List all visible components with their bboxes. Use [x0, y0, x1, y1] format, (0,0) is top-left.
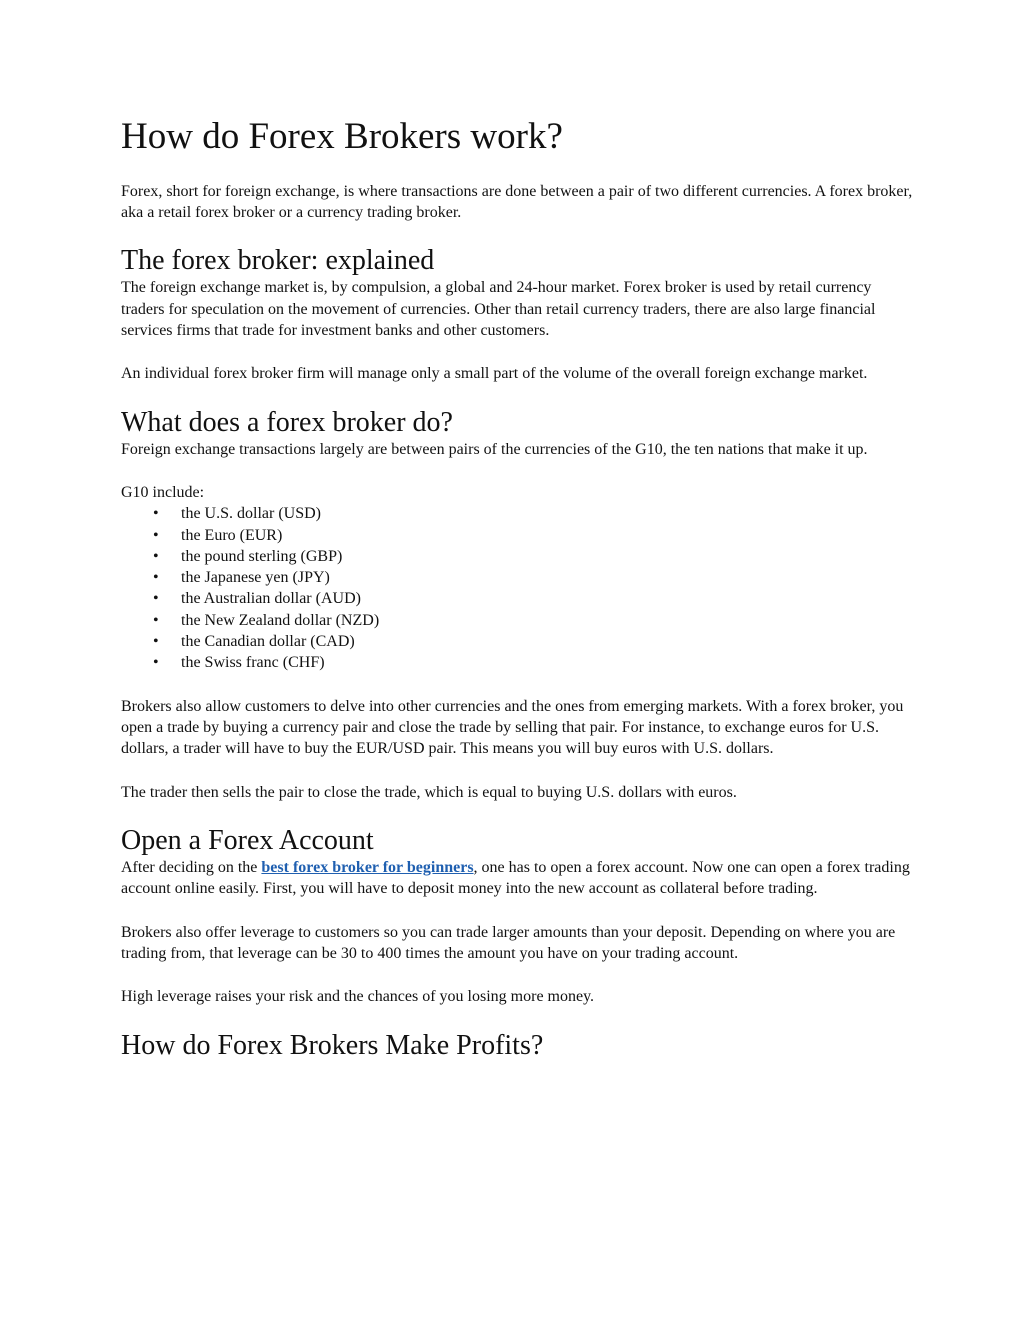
bullet-icon: •	[153, 547, 159, 565]
open-account-paragraph-2: Brokers also offer leverage to customers so you can trade larger amounts than your deposit. Depending on where you are trading from, that leverage can be 30 to 400 times the amount you have on your trading account.	[121, 923, 896, 962]
list-item: • the New Zealand dollar (NZD)	[121, 610, 914, 631]
section-what-broker-does	[121, 407, 914, 803]
intro-paragraph: Forex, short for foreign exchange, is where transactions are done between a pair of two different currencies. A forex broker, aka a retail forex broker or a currency trading broker.	[121, 182, 913, 221]
g10-list-intro: G10 include:	[121, 484, 205, 501]
explained-paragraph-2: An individual forex broker firm will manage only a small part of the volume of the overall foreign exchange market.	[121, 365, 868, 383]
open-account-paragraph-3: High leverage raises your risk and the chances of you losing more money.	[121, 988, 595, 1006]
section-heading-what-does: What does a forex broker do?	[121, 406, 453, 438]
section-heading-explained: The forex broker: explained	[121, 245, 435, 277]
best-forex-broker-link[interactable]: best forex broker for beginners	[261, 859, 474, 877]
list-item: • the Canadian dollar (CAD)	[121, 631, 914, 652]
list-item: • the Euro (EUR)	[121, 525, 914, 546]
bullet-icon: •	[153, 590, 159, 608]
section-forex-broker-explained	[121, 245, 914, 384]
list-item: • the Swiss franc (CHF)	[121, 652, 914, 673]
what-does-paragraph-3: The trader then sells the pair to close the trade, which is equal to buying U.S. dollars with euros.	[121, 783, 737, 801]
open-account-paragraph-1: After deciding on the best forex broker for beginners, one has to open a forex account. Now one can open a forex trading account online easily. First, you will have to deposit money into the new account as collateral before trading.	[121, 859, 910, 898]
page-title: How do Forex Brokers work?	[121, 116, 563, 157]
section-open-account	[121, 825, 914, 1008]
list-item: • the U.S. dollar (USD)	[121, 503, 914, 524]
section-make-profits	[121, 1030, 914, 1062]
list-item: • the pound sterling (GBP)	[121, 546, 914, 567]
g10-currency-list	[121, 503, 914, 673]
bullet-icon: •	[153, 526, 159, 544]
bullet-icon: •	[153, 611, 159, 629]
bullet-icon: •	[153, 505, 159, 523]
bullet-icon: •	[153, 569, 159, 587]
list-item: • the Australian dollar (AUD)	[121, 588, 914, 609]
what-does-paragraph-1: Foreign exchange transactions largely are between pairs of the currencies of the G10, the ten nations that make it up.	[121, 440, 868, 458]
bullet-icon: •	[153, 633, 159, 651]
explained-paragraph-1: The foreign exchange market is, by compulsion, a global and 24-hour market. Forex broker is used by retail currency traders for speculation on the movement of currencies. Other than retail currency traders, there are also large financial services firms that trade for investment banks and other customers.	[121, 279, 876, 339]
section-heading-open-account: Open a Forex Account	[121, 824, 374, 856]
section-heading-make-profits: How do Forex Brokers Make Profits?	[121, 1029, 544, 1061]
what-does-paragraph-2: Brokers also allow customers to delve into other currencies and the ones from emerging markets. With a forex broker, you open a trade by buying a currency pair and close the trade by selling that pair. For instance, to exchange euros for U.S. dollars, a trader will have to buy the EUR/USD pair. This means you will buy euros with U.S. dollars.	[121, 697, 904, 758]
list-item: • the Japanese yen (JPY)	[121, 567, 914, 588]
bullet-icon: •	[153, 654, 159, 672]
